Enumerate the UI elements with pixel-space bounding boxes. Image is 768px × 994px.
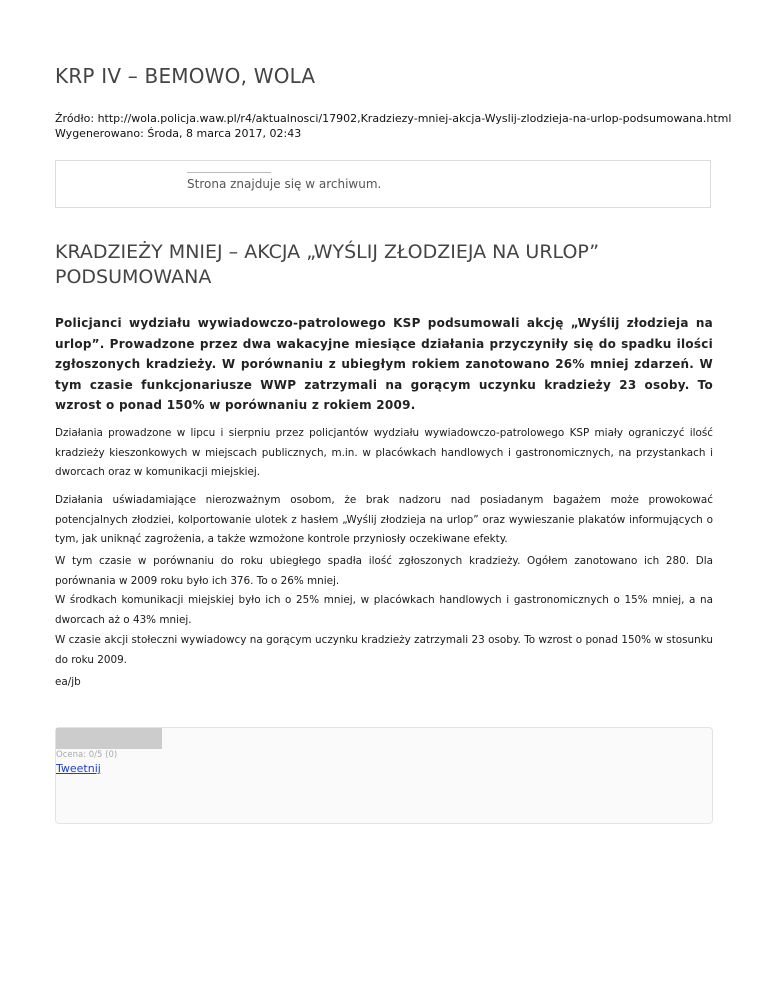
paragraph-line: W środkach komunikacji miejskiej było ich o 25% mniej, w placówkach handlowych i gastronomicznych o 15% mniej, a na dworcach aż o 43% mniej.: [55, 594, 713, 626]
document-meta: [55, 111, 731, 141]
generated-line: Wygenerowano: Środa, 8 marca 2017, 02:43: [55, 127, 302, 140]
article-paragraph: [55, 552, 713, 630]
source-line: Źródło: http://wola.policja.waw.pl/r4/aktualnosci/17902,Kradziezy-mniej-akcja-Wyslij-zlodzieja-na-urlop-podsumowana.html: [55, 112, 732, 125]
article-title: KRADZIEŻY MNIEJ – AKCJA „WYŚLIJ ZŁODZIEJA NA URLOP” PODSUMOWANA: [55, 241, 600, 288]
archive-notice-box: [55, 160, 711, 208]
paragraph-line: W tym czasie w porównaniu do roku ubiegłego spadła ilość zgłoszonych kradzieży. Ogółem zanotowano ich 280. Dla porównania w 2009 roku było ich 376. To o 26% mniej.: [55, 555, 713, 587]
article-lead: Policjanci wydziału wywiadowczo-patrolowego KSP podsumowali akcję „Wyślij złodzieja na urlop”. Prowadzone przez dwa wakacyjne miesiące działania przyczyniły się do spadku ilości zgłoszonych kradzieży. W porównaniu z ubiegłym rokiem zanotowano 26% mniej zdarzeń. W tym czasie funkcjonariusze WWP zatrzymali na gorącym uczynku kradzieży 23 osoby. To wzrost o ponad 150% w porównaniu z rokiem 2009.: [55, 316, 713, 412]
article-paragraph: Działania prowadzone w lipcu i sierpniu przez policjantów wydziału wywiadowczo-patrolowego KSP miały ograniczyć ilość kradzieży kieszonkowych w miejscach publicznych, m.in. w placówkach handlowych i gastronomicznych, na przystankach i dworcach oraz w komunikacji miejskiej.: [55, 427, 713, 478]
rating-panel: [55, 727, 713, 824]
archive-notice: Strona znajduje się w archiwum.: [187, 177, 382, 191]
site-title: KRP IV – BEMOWO, WOLA: [55, 64, 316, 88]
tweet-link[interactable]: Tweetnij: [56, 762, 101, 775]
article-paragraph: Działania uświadamiające nierozważnym osobom, że brak nadzoru nad posiadanym bagażem może prowokować potencjalnych złodziei, kolportowanie ulotek z hasłem „Wyślij złodzieja na urlop” oraz wywieszanie plakatów informujących o tym, jak uniknąć zagrożenia, a także wzmożone kontrole przyniosły oczekiwane efekty.: [55, 494, 713, 545]
author-signature: ea/jb: [55, 676, 81, 688]
archive-divider: [187, 172, 271, 173]
rating-text: Ocena: 0/5 (0): [56, 750, 118, 760]
article-paragraph: W czasie akcji stołeczni wywiadowcy na gorącym uczynku kradzieży zatrzymali 23 osoby. To wzrost o ponad 150% w stosunku do roku 2009.: [55, 634, 713, 666]
rating-stars-bar[interactable]: [56, 728, 162, 749]
